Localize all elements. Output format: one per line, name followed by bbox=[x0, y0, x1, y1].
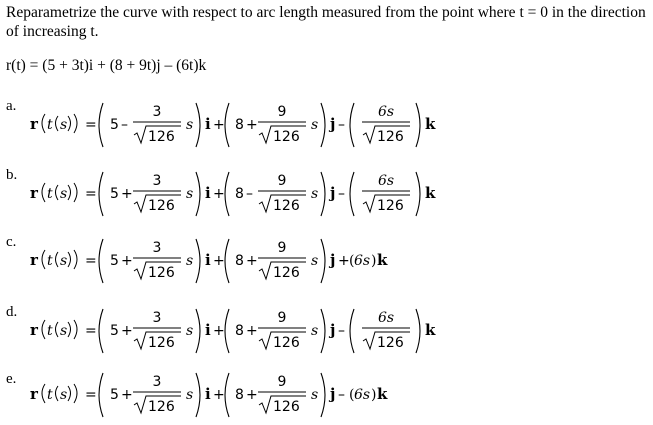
j-unit-vector: j bbox=[330, 115, 336, 133]
fraction-numerator: 9 bbox=[277, 310, 287, 326]
fraction-numerator: 9 bbox=[277, 374, 287, 390]
close-paren bbox=[68, 185, 71, 200]
close-paren bbox=[68, 252, 71, 267]
open-paren bbox=[42, 250, 45, 269]
fraction-numerator: 3 bbox=[152, 310, 162, 326]
open-paren bbox=[56, 386, 59, 401]
close-paren bbox=[68, 322, 71, 337]
j-fraction bbox=[258, 173, 306, 214]
j-operator: + bbox=[246, 253, 258, 269]
close-paren bbox=[74, 384, 77, 403]
open-paren-large bbox=[350, 172, 354, 216]
k-operator: – bbox=[338, 387, 345, 403]
j-operator: + bbox=[246, 323, 258, 339]
r-symbol: r bbox=[30, 184, 38, 202]
k-fraction bbox=[362, 104, 410, 145]
i-fraction bbox=[133, 240, 181, 281]
open-paren-large bbox=[99, 103, 103, 147]
fraction-numerator: 3 bbox=[152, 240, 162, 256]
option-letter: c. bbox=[6, 234, 17, 250]
j-fraction bbox=[258, 374, 306, 415]
s-symbol: s bbox=[186, 117, 194, 133]
option-expression[interactable] bbox=[30, 100, 436, 150]
open-paren bbox=[42, 114, 45, 133]
open-paren bbox=[56, 252, 59, 267]
equals-sign: = bbox=[85, 186, 97, 202]
i-unit-vector: i bbox=[205, 251, 211, 269]
math-expression bbox=[30, 169, 436, 219]
radicand: 126 bbox=[273, 265, 300, 281]
t-symbol: t bbox=[47, 253, 53, 269]
close-paren-large bbox=[196, 239, 200, 283]
i-operator: – bbox=[121, 117, 128, 133]
open-paren-large bbox=[225, 103, 229, 147]
i-constant: 5 bbox=[110, 253, 119, 269]
i-operator: + bbox=[121, 387, 133, 403]
given-lhs: r(t) = bbox=[6, 57, 43, 74]
open-paren bbox=[42, 320, 45, 339]
i-unit-vector: i bbox=[205, 321, 211, 339]
j-unit-vector: j bbox=[330, 385, 336, 403]
k-unit-vector: k bbox=[377, 385, 388, 403]
radicand: 126 bbox=[148, 198, 175, 214]
k-fraction bbox=[362, 173, 410, 214]
option-letter: d. bbox=[6, 304, 18, 320]
j-operator: + bbox=[246, 117, 258, 133]
j-unit-vector: j bbox=[330, 321, 336, 339]
close-paren-large bbox=[416, 103, 420, 147]
close-paren bbox=[74, 183, 77, 202]
radicand: 126 bbox=[148, 399, 175, 415]
radicand: 126 bbox=[273, 335, 300, 351]
radicand: 126 bbox=[273, 198, 300, 214]
s-symbol: s bbox=[60, 387, 68, 403]
i-constant: 5 bbox=[110, 117, 119, 133]
r-symbol: r bbox=[30, 115, 38, 133]
math-expression bbox=[30, 370, 430, 420]
i-constant: 5 bbox=[110, 186, 119, 202]
r-symbol: r bbox=[30, 321, 38, 339]
plus-sign: + bbox=[213, 323, 225, 339]
i-operator: + bbox=[121, 253, 133, 269]
open-paren-large bbox=[225, 172, 229, 216]
radicand: 126 bbox=[377, 198, 404, 214]
close-paren-large bbox=[321, 172, 325, 216]
j-fraction bbox=[258, 104, 306, 145]
k-operator: – bbox=[338, 323, 345, 339]
equals-sign: = bbox=[85, 117, 97, 133]
j-unit-vector: j bbox=[330, 184, 336, 202]
close-paren bbox=[74, 114, 77, 133]
close-paren bbox=[68, 386, 71, 401]
j-constant: 8 bbox=[235, 253, 244, 269]
given-curve bbox=[6, 57, 206, 75]
i-operator: + bbox=[121, 186, 133, 202]
open-paren-large bbox=[99, 172, 103, 216]
open-paren: ( bbox=[349, 253, 355, 269]
open-paren-large bbox=[225, 239, 229, 283]
k-fraction bbox=[362, 310, 410, 351]
fraction-numerator: 9 bbox=[277, 240, 287, 256]
close-paren-large bbox=[196, 373, 200, 417]
close-paren-large bbox=[196, 172, 200, 216]
i-unit-vector: i bbox=[205, 385, 211, 403]
close-paren-large bbox=[321, 373, 325, 417]
option-letter: e. bbox=[6, 371, 17, 387]
given-rhs: (5 + 3t)i + (8 + 9t)j – (6t)k bbox=[42, 57, 207, 74]
close-paren-large bbox=[196, 309, 200, 353]
s-symbol: s bbox=[186, 323, 194, 339]
open-paren: ( bbox=[349, 387, 355, 403]
close-paren-large bbox=[416, 172, 420, 216]
open-paren-large bbox=[99, 373, 103, 417]
option-expression[interactable] bbox=[30, 236, 430, 286]
fraction-numerator: 9 bbox=[277, 104, 287, 120]
k-unit-vector: k bbox=[425, 321, 436, 339]
plus-sign: + bbox=[213, 186, 225, 202]
s-symbol: s bbox=[186, 186, 194, 202]
k-operator: – bbox=[338, 186, 345, 202]
radicand: 126 bbox=[148, 265, 175, 281]
open-paren bbox=[56, 185, 59, 200]
s-symbol: s bbox=[60, 253, 68, 269]
plus-sign: + bbox=[213, 253, 225, 269]
math-expression bbox=[30, 236, 430, 286]
s-symbol: s bbox=[311, 117, 319, 133]
fraction-numerator: 6s bbox=[377, 104, 395, 120]
j-constant: 8 bbox=[235, 323, 244, 339]
k-coefficient: 6s bbox=[354, 387, 371, 403]
i-unit-vector: i bbox=[205, 184, 211, 202]
s-symbol: s bbox=[311, 186, 319, 202]
radicand: 126 bbox=[377, 129, 404, 145]
fraction-numerator: 6s bbox=[377, 173, 395, 189]
equals-sign: = bbox=[85, 387, 97, 403]
t-symbol: t bbox=[47, 186, 53, 202]
k-unit-vector: k bbox=[425, 115, 436, 133]
t-symbol: t bbox=[47, 387, 53, 403]
open-paren-large bbox=[350, 103, 354, 147]
i-fraction bbox=[133, 173, 181, 214]
fraction-numerator: 9 bbox=[277, 173, 287, 189]
close-paren-large bbox=[321, 309, 325, 353]
open-paren-large bbox=[350, 309, 354, 353]
math-expression bbox=[30, 100, 436, 150]
radicand: 126 bbox=[273, 399, 300, 415]
fraction-numerator: 3 bbox=[152, 374, 162, 390]
j-constant: 8 bbox=[235, 186, 244, 202]
close-paren: ) bbox=[371, 387, 377, 403]
i-constant: 5 bbox=[110, 323, 119, 339]
i-fraction bbox=[133, 104, 181, 145]
open-paren-large bbox=[99, 309, 103, 353]
r-symbol: r bbox=[30, 251, 38, 269]
s-symbol: s bbox=[60, 117, 68, 133]
open-paren bbox=[56, 116, 59, 131]
k-operator: + bbox=[338, 253, 350, 269]
open-paren-large bbox=[99, 239, 103, 283]
close-paren-large bbox=[321, 103, 325, 147]
open-paren-large bbox=[225, 373, 229, 417]
s-symbol: s bbox=[311, 387, 319, 403]
j-constant: 8 bbox=[235, 117, 244, 133]
s-symbol: s bbox=[60, 186, 68, 202]
open-paren bbox=[42, 384, 45, 403]
option-letter: b. bbox=[6, 167, 18, 183]
close-paren-large bbox=[416, 309, 420, 353]
s-symbol: s bbox=[311, 253, 319, 269]
math-expression bbox=[30, 306, 436, 356]
radicand: 126 bbox=[273, 129, 300, 145]
i-unit-vector: i bbox=[205, 115, 211, 133]
close-paren bbox=[74, 250, 77, 269]
close-paren bbox=[74, 320, 77, 339]
option-letter: a. bbox=[6, 98, 17, 114]
j-fraction bbox=[258, 310, 306, 351]
option-expression[interactable] bbox=[30, 306, 436, 356]
s-symbol: s bbox=[186, 387, 194, 403]
equals-sign: = bbox=[85, 253, 97, 269]
close-paren-large bbox=[321, 239, 325, 283]
j-fraction bbox=[258, 240, 306, 281]
k-operator: – bbox=[338, 117, 345, 133]
fraction-numerator: 6s bbox=[377, 310, 395, 326]
i-constant: 5 bbox=[110, 387, 119, 403]
fraction-numerator: 3 bbox=[152, 104, 162, 120]
question-text: Reparametrize the curve with respect to arc length measured from the point where t = 0 in the direction of increasing t. bbox=[6, 4, 646, 40]
radicand: 126 bbox=[148, 335, 175, 351]
j-operator: + bbox=[246, 387, 258, 403]
t-symbol: t bbox=[47, 117, 53, 133]
s-symbol: s bbox=[60, 323, 68, 339]
i-fraction bbox=[133, 374, 181, 415]
i-operator: + bbox=[121, 323, 133, 339]
open-paren bbox=[42, 183, 45, 202]
j-unit-vector: j bbox=[330, 251, 336, 269]
option-expression[interactable] bbox=[30, 370, 430, 420]
s-symbol: s bbox=[311, 323, 319, 339]
j-constant: 8 bbox=[235, 387, 244, 403]
fraction-numerator: 3 bbox=[152, 173, 162, 189]
s-symbol: s bbox=[186, 253, 194, 269]
k-coefficient: 6s bbox=[354, 253, 371, 269]
radicand: 126 bbox=[377, 335, 404, 351]
t-symbol: t bbox=[47, 323, 53, 339]
equals-sign: = bbox=[85, 323, 97, 339]
j-operator: – bbox=[246, 186, 253, 202]
close-paren bbox=[68, 116, 71, 131]
k-unit-vector: k bbox=[425, 184, 436, 202]
open-paren-large bbox=[225, 309, 229, 353]
plus-sign: + bbox=[213, 117, 225, 133]
close-paren: ) bbox=[371, 253, 377, 269]
radicand: 126 bbox=[148, 129, 175, 145]
plus-sign: + bbox=[213, 387, 225, 403]
k-unit-vector: k bbox=[377, 251, 388, 269]
option-expression[interactable] bbox=[30, 169, 436, 219]
r-symbol: r bbox=[30, 385, 38, 403]
i-fraction bbox=[133, 310, 181, 351]
open-paren bbox=[56, 322, 59, 337]
close-paren-large bbox=[196, 103, 200, 147]
